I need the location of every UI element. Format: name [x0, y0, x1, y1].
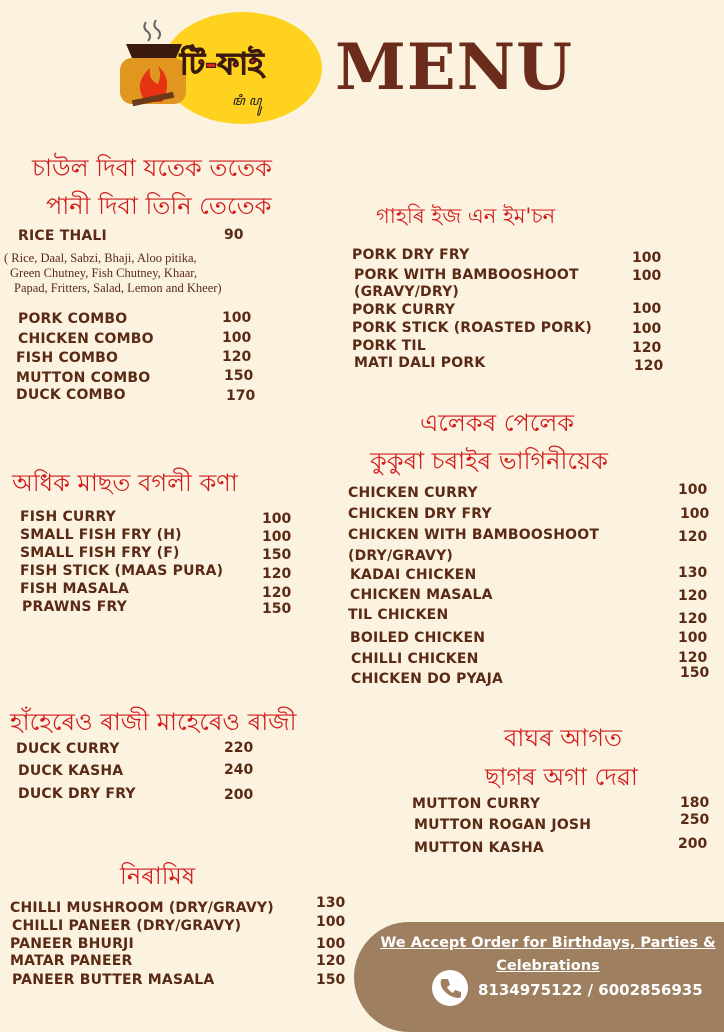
list-item: DUCK DRY FRY [18, 786, 136, 802]
item-price: 100 [632, 301, 662, 317]
list-item: FISH COMBO [16, 350, 119, 366]
list-item-continued: (DRY/GRAVY) [348, 548, 454, 564]
list-item: PORK TIL [352, 338, 426, 354]
list-item: MATI DALI PORK [354, 355, 486, 371]
list-item: CHICKEN COMBO [18, 331, 154, 347]
item-price: 200 [678, 836, 708, 852]
item-price: 120 [678, 650, 708, 666]
list-item: CHICKEN DO PYAJA [351, 671, 504, 687]
logo-tagline: ꦩꦶ ꦥꦸ [232, 94, 262, 109]
list-item: CHICKEN WITH BAMBOOSHOOT [348, 527, 600, 543]
item-price: 220 [224, 740, 254, 756]
veg-heading: নিৰামিষ [120, 862, 196, 890]
chicken-heading-1: এলেকৰ পেলেক [420, 409, 575, 437]
item-price: 100 [632, 250, 662, 266]
item-price: 100 [678, 630, 708, 646]
list-item: BOILED CHICKEN [350, 630, 486, 646]
item-price: 100 [316, 914, 346, 930]
list-item: CHICKEN DRY FRY [348, 506, 492, 522]
item-price: 120 [262, 585, 292, 601]
list-item: FISH MASALA [20, 581, 130, 597]
item-price: 100 [262, 529, 292, 545]
rice-thali-name: RICE THALI [18, 228, 107, 244]
list-item: PORK CURRY [352, 302, 456, 318]
list-item: DUCK KASHA [18, 763, 124, 779]
item-price: 100 [632, 268, 662, 284]
list-item: CHICKEN MASALA [350, 587, 493, 603]
item-price: 120 [678, 588, 708, 604]
list-item: CHILLI PANEER (DRY/GRAVY) [12, 918, 242, 934]
item-price: 240 [224, 762, 254, 778]
list-item: PRAWNS FRY [22, 599, 128, 615]
logo-name: টি-ফাই [180, 47, 264, 82]
list-item: MUTTON ROGAN JOSH [414, 817, 592, 833]
list-item: PANEER BHURJI [10, 936, 134, 952]
order-banner-text: We Accept Order for Birthdays, Parties & Celebrations [380, 935, 716, 974]
phone-number[interactable]: 8134975122 / 6002856935 [478, 981, 703, 999]
item-price: 100 [680, 506, 710, 522]
item-price: 100 [222, 310, 252, 326]
rice-thali-note-3: Papad, Fritters, Salad, Lemon and Kheer) [14, 281, 222, 295]
item-price: 130 [678, 565, 708, 581]
list-item: PORK WITH BAMBOOSHOOT [354, 267, 579, 283]
item-price: 120 [262, 566, 292, 582]
list-item: PORK COMBO [18, 311, 128, 327]
item-price: 130 [316, 895, 346, 911]
item-price: 150 [262, 547, 292, 563]
menu-title: MENU [335, 30, 573, 105]
item-price: 120 [632, 340, 662, 356]
item-price: 100 [222, 330, 252, 346]
list-item: FISH CURRY [20, 509, 117, 525]
phone-icon [432, 970, 468, 1006]
item-price: 120 [222, 349, 252, 365]
rice-thali-price: 90 [224, 227, 244, 243]
list-item: CHICKEN CURRY [348, 485, 478, 501]
item-price: 120 [678, 611, 708, 627]
list-item: CHILLI MUSHROOM (DRY/GRAVY) [10, 900, 274, 916]
list-item: KADAI CHICKEN [350, 567, 477, 583]
item-price: 180 [680, 795, 710, 811]
list-item: PORK STICK (ROASTED PORK) [352, 320, 592, 336]
item-price: 100 [632, 321, 662, 337]
cooking-pot-icon [118, 18, 188, 110]
list-item: TIL CHICKEN [348, 607, 449, 623]
rice-heading-2: পানী দিবা তিনি তেতেক [46, 192, 272, 220]
rice-thali-note-2: Green Chutney, Fish Chutney, Khaar, [10, 266, 198, 280]
list-item: SMALL FISH FRY (F) [20, 545, 180, 561]
rice-heading-1: চাউল দিবা যতেক ততেক [32, 154, 272, 182]
item-price: 250 [680, 812, 710, 828]
list-item-continued: (GRAVY/DRY) [354, 284, 460, 300]
item-price: 150 [316, 972, 346, 988]
item-price: 100 [262, 511, 292, 527]
list-item: FISH STICK (MAAS PURA) [20, 563, 224, 579]
list-item: CHILLI CHICKEN [351, 651, 479, 667]
item-price: 150 [262, 601, 292, 617]
list-item: PORK DRY FRY [352, 247, 470, 263]
item-price: 120 [678, 529, 708, 545]
mutton-heading-2: ছাগৰ অগা দেৱা [485, 763, 638, 791]
item-price: 120 [634, 358, 664, 374]
fish-heading: অধিক মাছত বগলী কণা [12, 469, 238, 497]
item-price: 120 [316, 953, 346, 969]
list-item: MUTTON COMBO [16, 370, 151, 386]
mutton-heading-1: বাঘৰ আগত [504, 724, 623, 752]
list-item: PANEER BUTTER MASALA [12, 972, 215, 988]
item-price: 100 [678, 482, 708, 498]
list-item: MATAR PANEER [10, 953, 133, 969]
list-item: MUTTON KASHA [414, 840, 544, 856]
item-price: 150 [680, 665, 710, 681]
item-price: 100 [316, 936, 346, 952]
duck-heading: হাঁহেৰেও ৰাজী মাহেৰেও ৰাজী [10, 708, 297, 736]
item-price: 150 [224, 368, 254, 384]
item-price: 170 [226, 388, 256, 404]
list-item: DUCK CURRY [16, 741, 120, 757]
list-item: SMALL FISH FRY (H) [20, 527, 182, 543]
list-item: MUTTON CURRY [412, 796, 541, 812]
chicken-heading-2: কুকুৰা চৰাইৰ ভাগিনীয়েক [370, 447, 608, 475]
list-item: DUCK COMBO [16, 387, 126, 403]
pork-heading: গাহৰি ইজ এন ইম'চন [376, 204, 556, 228]
rice-thali-note-1: ( Rice, Daal, Sabzi, Bhaji, Aloo pitika, [4, 251, 197, 265]
item-price: 200 [224, 787, 254, 803]
